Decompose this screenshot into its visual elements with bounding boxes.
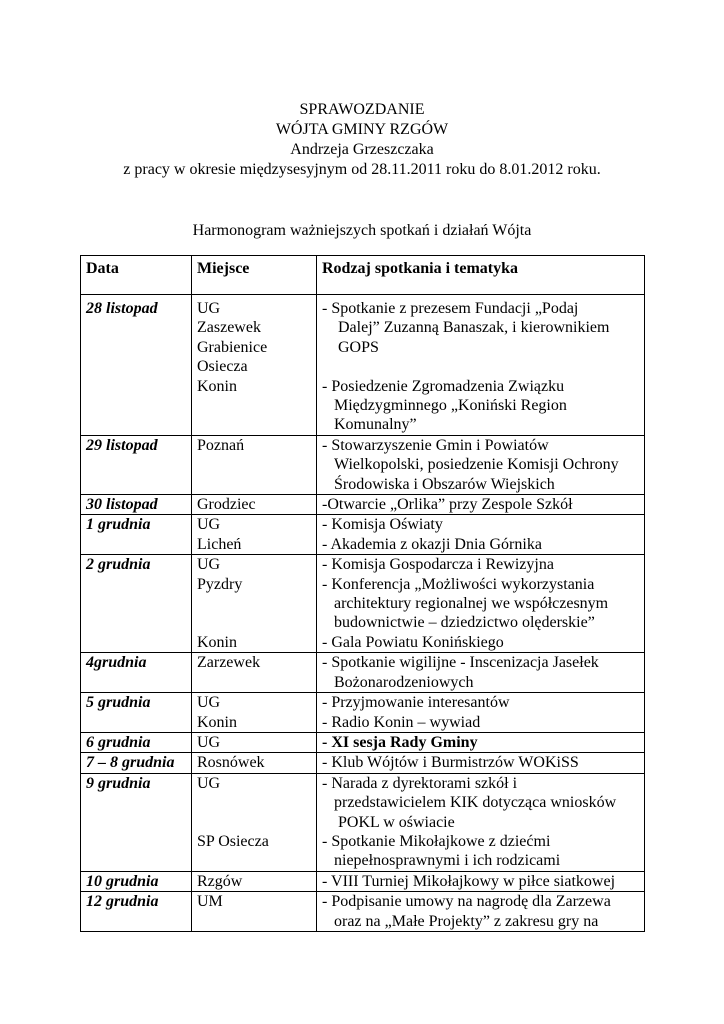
table-row: [81, 693, 645, 733]
row-topic: [317, 555, 645, 653]
place-line: UG: [197, 556, 221, 574]
row-date: 1 grudnia: [81, 515, 192, 555]
row-date: 28 listopad: [81, 295, 192, 436]
header-topic: Rodzaj spotkania i tematyka: [317, 256, 645, 295]
topic-line: - XI sesja Rady Gminy: [322, 733, 478, 751]
report-author-name: Andrzeja Grzeszczaka: [290, 141, 434, 158]
table-row: [81, 495, 645, 515]
topic-line: - Narada z dyrektorami szkół i: [322, 774, 518, 792]
place-line: Konin: [197, 377, 237, 395]
topic-line: - Komisja Gospodarcza i Rewizyjna: [322, 556, 554, 574]
topic-line: - VIII Turniej Mikołajkowy w piłce siatkowej: [322, 872, 616, 890]
table-row: [81, 732, 645, 752]
row-topic: [317, 435, 645, 494]
topic-line: - Stowarzyszenie Gmin i Powiatów: [322, 436, 549, 454]
row-topic: [317, 773, 645, 871]
topic-line: budownictwie – dziedzictwo olęderskie”: [334, 614, 595, 632]
report-period: z pracy w okresie międzysesyjnym od 28.11.2011 roku do 8.01.2012 roku.: [123, 161, 601, 178]
table-row: [81, 753, 645, 773]
table-header-row: [81, 256, 645, 295]
table-row: [81, 773, 645, 871]
topic-line: architektury regionalnej we współczesnym: [334, 595, 609, 613]
place-line: Konin: [197, 713, 237, 731]
place-line: Grabienice: [197, 338, 268, 356]
topic-line: - Gala Powiatu Konińskiego: [322, 633, 504, 651]
table-row: [81, 435, 645, 494]
topic-line: przedstawicielem KIK dotycząca wniosków: [334, 794, 617, 812]
table-row: [81, 515, 645, 555]
topic-line: - Podpisanie umowy na nagrodę dla Zarzewa: [322, 893, 611, 911]
table-row: [81, 295, 645, 436]
header-date: Data: [81, 256, 192, 295]
row-date: 6 grudnia: [81, 732, 192, 752]
place-line: Licheń: [197, 535, 242, 553]
schedule-subtitle: Harmonogram ważniejszych spotkań i działań Wójta: [192, 222, 532, 239]
place-line: [197, 613, 311, 632]
place-line: UM: [197, 893, 223, 911]
topic-line: - Komisja Oświaty: [322, 516, 443, 534]
table-body: [81, 295, 645, 932]
topic-line: - Spotkanie wigilijne - Inscenizacja Jasełek: [322, 654, 599, 672]
row-topic: [317, 732, 645, 752]
row-topic: [317, 871, 645, 891]
topic-line: Komunalny”: [334, 416, 417, 434]
report-author-office: WÓJTA GMINY RZGÓW: [275, 121, 449, 138]
place-line: UG: [197, 516, 221, 534]
header-place: Miejsce: [192, 256, 317, 295]
row-places: [192, 892, 317, 932]
place-line: Grodziec: [197, 496, 256, 514]
place-line: Poznań: [197, 436, 245, 454]
place-line: Konin: [197, 633, 237, 651]
row-places: [192, 295, 317, 436]
place-line: SP Osiecza: [197, 832, 269, 850]
topic-line: GOPS: [338, 338, 379, 356]
row-date: 4grudnia: [81, 653, 192, 693]
report-title: SPRAWOZDANIE: [299, 101, 425, 118]
row-topic: [317, 653, 645, 693]
place-line: Zaszewek: [197, 319, 261, 337]
row-date: 5 grudnia: [81, 693, 192, 733]
topic-line: [322, 357, 639, 376]
table-row: [81, 871, 645, 891]
table-row: [81, 892, 645, 932]
topic-line: - Konferencja „Możliwości wykorzystania: [322, 575, 595, 593]
row-date: 9 grudnia: [81, 773, 192, 871]
place-line: Zarzewek: [197, 654, 261, 672]
row-places: [192, 773, 317, 871]
place-line: Osiecza: [197, 358, 248, 376]
row-places: [192, 871, 317, 891]
topic-line: Wielkopolski, posiedzenie Komisji Ochrony: [334, 456, 619, 474]
row-date: 12 grudnia: [81, 892, 192, 932]
row-topic: [317, 515, 645, 555]
row-topic: [317, 693, 645, 733]
place-line: UG: [197, 694, 221, 712]
topic-line: - Radio Konin – wywiad: [322, 713, 481, 731]
place-line: UG: [197, 774, 221, 792]
row-date: 29 listopad: [81, 435, 192, 494]
row-topic: [317, 892, 645, 932]
row-places: [192, 753, 317, 773]
topic-line: -Otwarcie „Orlika” przy Zespole Szkół: [322, 496, 573, 514]
topic-line: oraz na „Małe Projekty” z zakresu gry na: [334, 912, 599, 930]
table-row: [81, 555, 645, 653]
row-topic: [317, 753, 645, 773]
row-date: 2 grudnia: [81, 555, 192, 653]
topic-line: - Przyjmowanie interesantów: [322, 694, 510, 712]
topic-line: - Spotkanie Mikołajkowe z dziećmi: [322, 832, 551, 850]
topic-line: POKL w oświacie: [338, 813, 455, 831]
row-places: [192, 555, 317, 653]
row-date: 7 – 8 grudnia: [81, 753, 192, 773]
row-places: [192, 693, 317, 733]
topic-line: - Posiedzenie Zgromadzenia Związku: [322, 377, 565, 395]
row-topic: [317, 295, 645, 436]
row-places: [192, 495, 317, 515]
place-line: [197, 813, 311, 832]
topic-line: Dalej” Zuzanną Banaszak, i kierownikiem: [338, 319, 610, 337]
topic-line: - Klub Wójtów i Burmistrzów WOKiSS: [322, 754, 579, 772]
place-line: UG: [197, 733, 221, 751]
place-line: Rosnówek: [197, 754, 265, 772]
place-line: [197, 594, 311, 613]
report-header: [0, 100, 724, 180]
row-places: [192, 653, 317, 693]
topic-line: - Akademia z okazji Dnia Górnika: [322, 535, 542, 553]
place-line: [197, 793, 311, 812]
row-places: [192, 435, 317, 494]
place-line: Rzgów: [197, 872, 243, 890]
topic-line: Środowiska i Obszarów Wiejskich: [334, 475, 555, 493]
row-date: 30 listopad: [81, 495, 192, 515]
place-line: UG: [197, 300, 221, 317]
topic-line: Międzygminnego „Koniński Region: [334, 397, 567, 415]
table-row: [81, 653, 645, 693]
topic-line: - Spotkanie z prezesem Fundacji „Podaj: [322, 300, 579, 317]
topic-line: Bożonarodzeniowych: [334, 673, 474, 691]
row-places: [192, 732, 317, 752]
row-places: [192, 515, 317, 555]
row-topic: [317, 495, 645, 515]
place-line: Pyzdry: [197, 575, 243, 593]
row-date: 10 grudnia: [81, 871, 192, 891]
schedule-table: [80, 255, 645, 932]
topic-line: niepełnosprawnymi i ich rodzicami: [334, 852, 561, 870]
